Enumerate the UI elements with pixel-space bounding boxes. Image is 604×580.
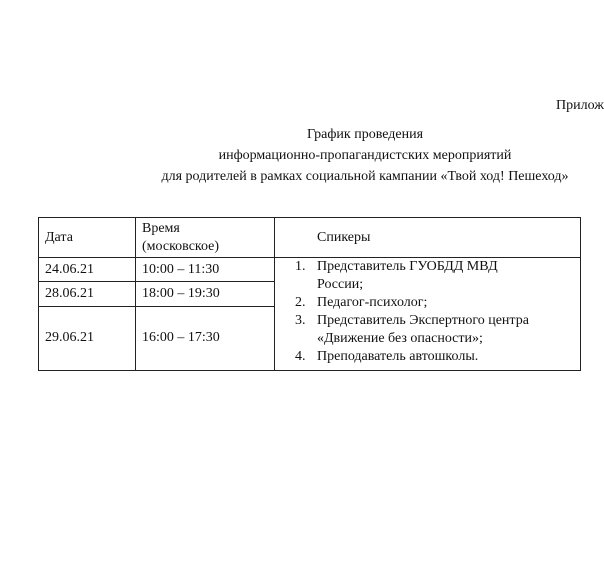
schedule-table [38, 217, 581, 371]
table-header-row [39, 218, 581, 258]
appendix-label: Прилож [556, 98, 604, 113]
document-title-line-2: информационно-пропагандистских мероприятий [218, 148, 512, 163]
document-title-line-3: для родителей в рамках социальной кампании «Твой ход! Пешеход» [161, 169, 569, 184]
speaker-line-2: России; [317, 277, 364, 292]
speaker-line-1: Педагог-психолог; [317, 295, 428, 310]
speaker-number: 1. [295, 259, 306, 274]
list-item [295, 294, 580, 312]
row-time: 10:00 – 11:30 [136, 258, 275, 282]
speaker-line-2: «Движение без опасности»; [317, 331, 483, 346]
speaker-line-1: Представитель Экспертного центра [317, 313, 529, 328]
header-date: Дата [39, 218, 136, 258]
header-time [136, 218, 275, 258]
row-date: 24.06.21 [39, 258, 136, 282]
header-time-line-1: Время [142, 220, 180, 236]
speaker-number: 2. [295, 295, 306, 310]
list-item [295, 312, 580, 348]
row-time: 18:00 – 19:30 [136, 282, 275, 306]
speakers-cell [275, 258, 581, 371]
document-title-line-1: График проведения [306, 127, 424, 142]
speaker-number: 4. [295, 349, 306, 364]
header-time-line-2: (московское) [142, 238, 220, 254]
row-time: 16:00 – 17:30 [136, 306, 275, 370]
list-item [295, 348, 580, 366]
speakers-list [275, 258, 580, 370]
speaker-line-1: Представитель ГУОБДД МВД [317, 259, 498, 274]
table-row [39, 258, 581, 282]
row-date: 29.06.21 [39, 306, 136, 370]
header-speakers: Спикеры [275, 218, 581, 258]
list-item [295, 258, 580, 294]
row-date: 28.06.21 [39, 282, 136, 306]
speaker-line-1: Преподаватель автошколы. [317, 349, 479, 364]
speaker-number: 3. [295, 313, 306, 328]
